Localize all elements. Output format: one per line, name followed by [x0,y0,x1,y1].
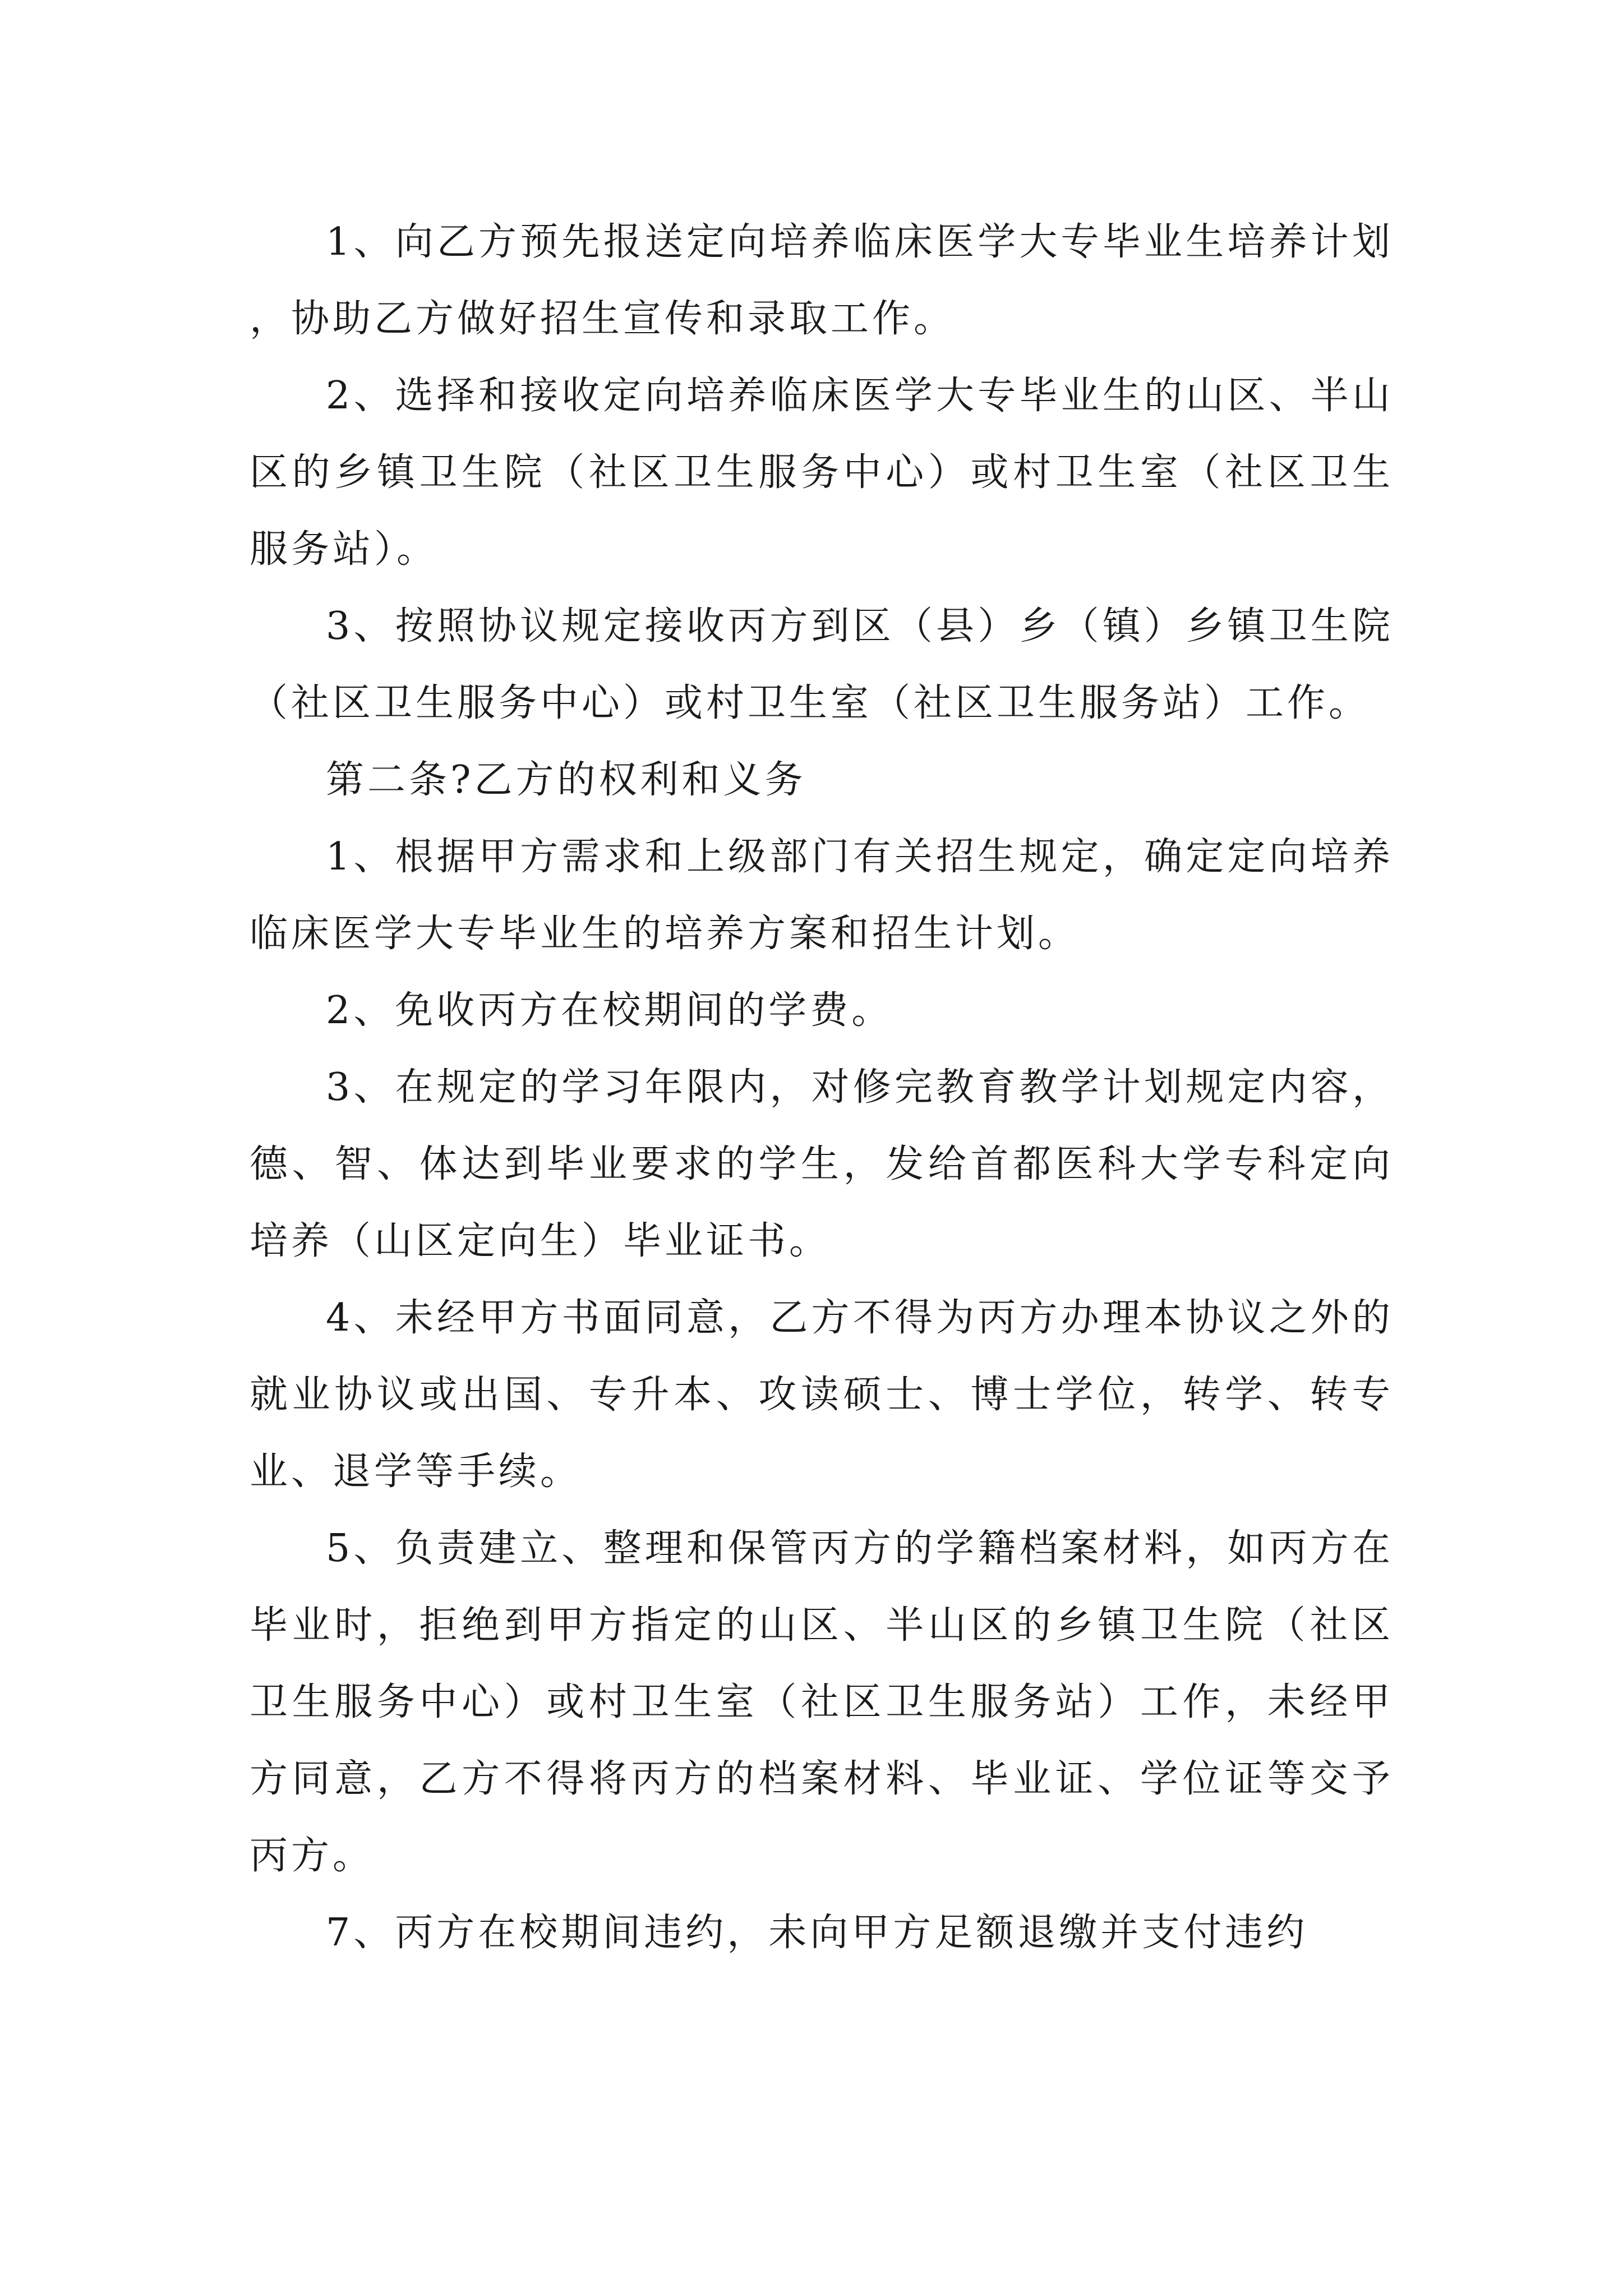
paragraph-party-a-item-1: 1、向乙方预先报送定向培养临床医学大专毕业生培养计划，协助乙方做好招生宣传和录取工作。 [250,220,1394,341]
paragraph-party-b-item-5: 5、负责建立、整理和保管丙方的学籍档案材料，如丙方在毕业时，拒绝到甲方指定的山区、半山区的乡镇卫生院（社区卫生服务中心）或村卫生室（社区卫生服务站）工作，未经甲方同意，乙方不得将丙方的档案材料、毕业证、学位证等交予丙方。 [250,1526,1394,1878]
paragraph-party-a-item-2: 2、选择和接收定向培养临床医学大专毕业生的山区、半山区的乡镇卫生院（社区卫生服务中心）或村卫生室（社区卫生服务站）。 [250,374,1394,572]
article-2-heading: 第二条?乙方的权利和义务 [326,758,806,802]
paragraph-party-b-item-7: 7、丙方在校期间违约，未向甲方足额退缴并支付违约 [326,1911,1308,1955]
document-body [250,204,1394,1971]
paragraph-party-b-item-2: 2、免收丙方在校期间的学费。 [326,988,893,1033]
paragraph-party-b-item-3: 3、在规定的学习年限内，对修完教育教学计划规定内容，德、智、体达到毕业要求的学生，发给首都医科大学专科定向培养（山区定向生）毕业证书。 [250,1065,1394,1263]
paragraph-party-a-item-3: 3、按照协议规定接收丙方到区（县）乡（镇）乡镇卫生院（社区卫生服务中心）或村卫生室（社区卫生服务站）工作。 [250,604,1394,725]
paragraph-party-b-item-1: 1、根据甲方需求和上级部门有关招生规定，确定定向培养临床医学大专毕业生的培养方案和招生计划。 [250,835,1394,956]
paragraph-party-b-item-4: 4、未经甲方书面同意，乙方不得为丙方办理本协议之外的就业协议或出国、专升本、攻读硕士、博士学位，转学、转专业、退学等手续。 [250,1296,1394,1494]
